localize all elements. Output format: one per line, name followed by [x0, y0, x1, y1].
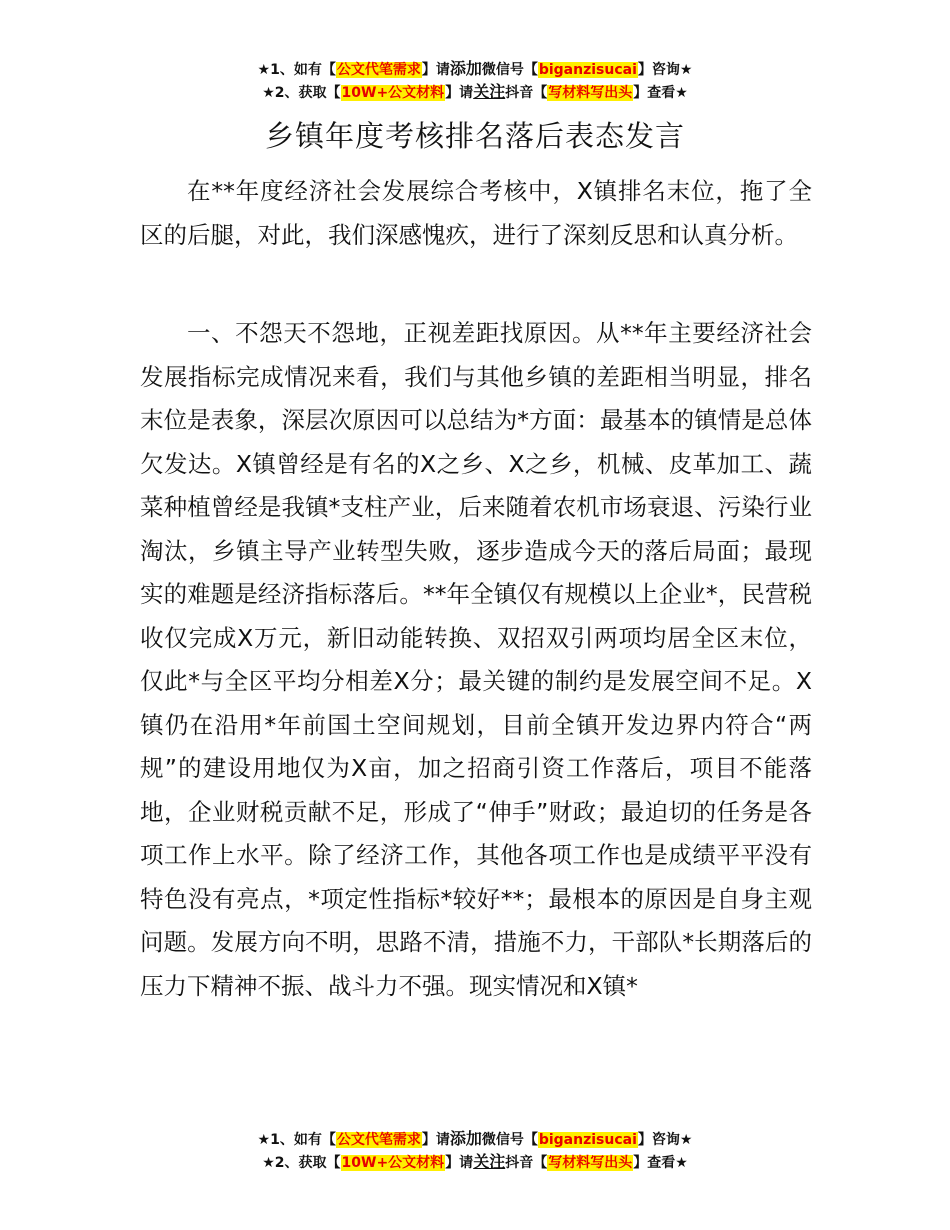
promo-text: 】请	[445, 1155, 474, 1171]
promo-line-2	[0, 1151, 950, 1174]
paragraph-intro: 在**年度经济社会发展综合考核中，X镇排名末位，拖了全区的后腿，对此，我们深感愧疚，进行了深刻反思和认真分析。	[140, 177, 812, 249]
promo-text: 】请	[421, 62, 450, 78]
paragraph-section-one: 一、不怨天不怨地，正视差距找原因。从**年主要经济社会发展指标完成情况来看，我们与其他乡镇的差距相当明显，排名末位是表象，深层次原因可以总结为*方面：最基本的镇情是总体欠发达。X镇曾经是有名的X之乡、X之乡，机械、皮革加工、蔬菜种植曾经是我镇*支柱产业，后来随着农机市场衰退、污染行业淘汰，乡镇主导产业转型失败，逐步造成今天的落后局面；最现实的难题是经济指标落后。**年全镇仅有规模以上企业*，民营税收仅完成X万元，新旧动能转换、双招双引两项均居全区末位，仅此*与全区平均分相差X分；最关键的制约是发展空间不足。X镇仍在沿用*年前国土空间规划，目前全镇开发边界内符合“两规”的建设用地仅为X亩，加之招商引资工作落后，项目不能落地，企业财税贡献不足，形成了“伸手”财政；最迫切的任务是各项工作上水平。除了经济工作，其他各项工作也是成绩平平没有特色没有亮点，*项定性指标*较好**；最根本的原因是自身主观问题。发展方向不明，思路不清，措施不力，干部队*长期落后的压力下精神不振、战斗力不强。现实情况和X镇*	[140, 319, 812, 1000]
promo-highlight-wechat-id: biganzisucai	[538, 62, 637, 78]
promo-text: 】查看★	[633, 85, 688, 101]
footer-promo-banner	[0, 1128, 950, 1174]
promo-text: ★2、获取【	[262, 1155, 341, 1171]
promo-text: 】咨询★	[637, 62, 693, 78]
promo-highlight-douyin: 写材料写出头	[548, 1155, 633, 1171]
promo-text: 】请	[421, 1132, 450, 1148]
promo-text: ★1、如有【	[257, 62, 336, 78]
header-promo-banner	[0, 58, 950, 104]
promo-emphasis: 关注	[473, 1152, 506, 1171]
promo-highlight-materials: 10W+公文材料	[341, 1155, 445, 1171]
promo-text: 微信号【	[481, 1132, 538, 1148]
promo-highlight-materials: 10W+公文材料	[341, 85, 445, 101]
promo-highlight-douyin: 写材料写出头	[548, 85, 633, 101]
document-title: 乡镇年度考核排名落后表态发言	[264, 119, 685, 153]
promo-line-2	[0, 81, 950, 104]
promo-emphasis: 添加	[449, 1129, 482, 1148]
promo-highlight-service: 公文代笔需求	[336, 62, 421, 78]
promo-text: ★1、如有【	[257, 1132, 336, 1148]
promo-line-1	[0, 1128, 950, 1151]
promo-text: 微信号【	[481, 62, 538, 78]
promo-text: 抖音【	[505, 85, 548, 101]
promo-text: 抖音【	[505, 1155, 548, 1171]
promo-emphasis: 关注	[473, 82, 506, 101]
promo-text: 】查看★	[633, 1155, 688, 1171]
promo-highlight-wechat-id: biganzisucai	[538, 1132, 637, 1148]
promo-emphasis: 添加	[449, 59, 482, 78]
promo-line-1	[0, 58, 950, 81]
promo-text: 】咨询★	[637, 1132, 693, 1148]
promo-text: 】请	[445, 85, 474, 101]
promo-highlight-service: 公文代笔需求	[336, 1132, 421, 1148]
promo-text: ★2、获取【	[262, 85, 341, 101]
